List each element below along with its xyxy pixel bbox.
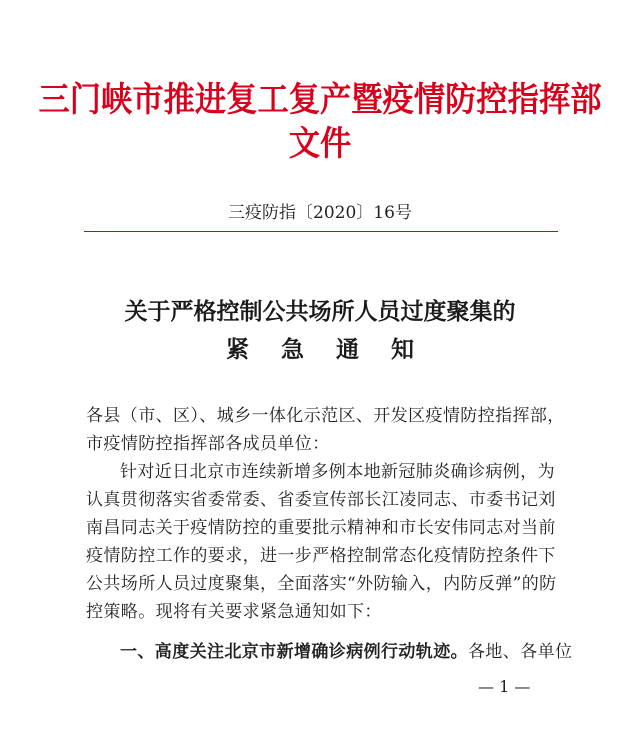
notice-title-line1: 关于严格控制公共场所人员过度聚集的	[124, 298, 516, 325]
section-1-heading: 一、高度关注北京市新增确诊病例行动轨迹。	[120, 642, 468, 662]
paragraph-1: 针对近日北京市连续新增多例本地新冠肺炎确诊病例，为认真贯彻落实省委常委、省委宣传部长江凌同志、市委书记刘南昌同志关于疫情防控的重要批示精神和市长安伟同志对当前疫情防控工作的要求，进一步严格控制常态化疫情防控条件下公共场所人员过度聚集，全面落实“外防输入，内防反弹”的防控策略。现将有关要求紧急通知如下：	[86, 462, 557, 622]
recipients-block	[86, 402, 572, 458]
section-1-text: 各地、各单位	[468, 642, 572, 662]
issuer-title: 三门峡市推进复工复产暨疫情防控指挥部文件	[38, 80, 602, 164]
body-paragraph	[86, 458, 572, 626]
page-number: — 1 —	[478, 677, 531, 696]
section-1	[86, 638, 572, 666]
red-divider-line	[84, 231, 558, 232]
recipients-line2: 市疫情防控指挥部各成员单位：	[86, 434, 330, 454]
notice-title-line2: 紧急通知	[226, 336, 446, 363]
recipients-line1: 各县（市、区）、城乡一体化示范区、开发区疫情防控指挥部，	[86, 406, 565, 426]
document-number: 三疫防指〔2020〕16号	[228, 203, 412, 223]
